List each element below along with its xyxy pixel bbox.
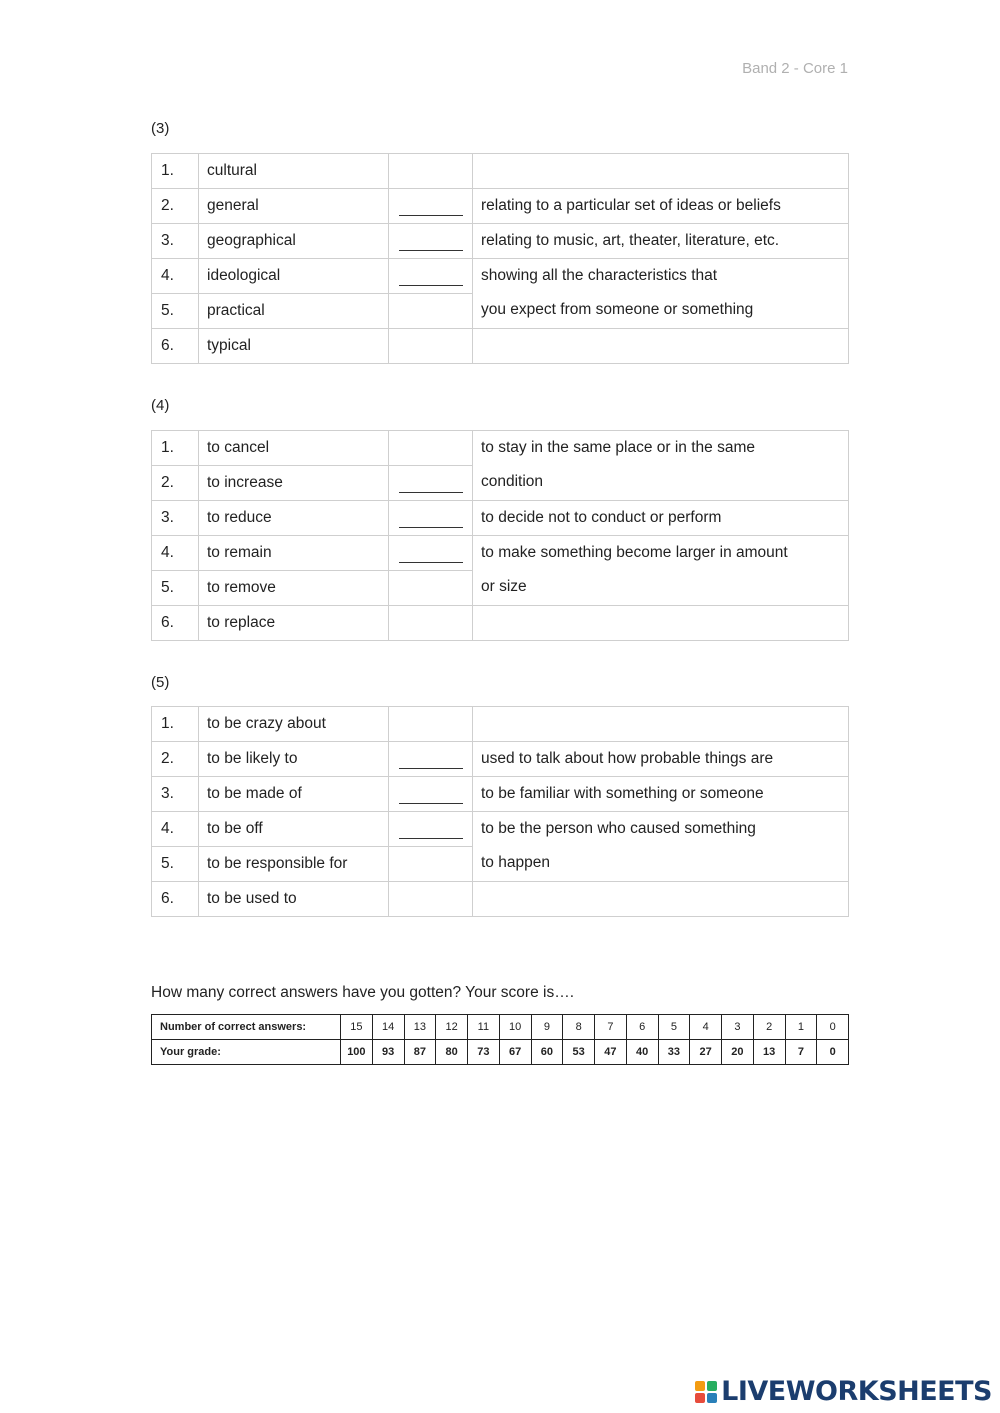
definition-line: showing all the characteristics that — [481, 267, 718, 284]
item-word: to be used to — [199, 882, 389, 917]
table-row — [152, 536, 849, 571]
grade-cell: 100 — [341, 1040, 373, 1065]
item-word: to remain — [199, 536, 389, 571]
item-number: 2. — [152, 466, 199, 501]
table-row — [152, 777, 849, 812]
definition-cell: relating to music, art, theater, literature, etc. — [473, 224, 849, 259]
logo-square — [695, 1381, 705, 1391]
definition-cell — [473, 431, 849, 501]
item-number: 6. — [152, 606, 199, 641]
grade-cell: 67 — [499, 1040, 531, 1065]
item-word: cultural — [199, 154, 389, 189]
definition-cell — [473, 536, 849, 606]
table-row — [152, 224, 849, 259]
item-number: 3. — [152, 777, 199, 812]
item-number: 2. — [152, 742, 199, 777]
answer-cell — [389, 882, 473, 917]
item-word: practical — [199, 294, 389, 329]
item-number: 1. — [152, 154, 199, 189]
item-number: 5. — [152, 571, 199, 606]
item-number: 4. — [152, 536, 199, 571]
grade-cell: 87 — [404, 1040, 436, 1065]
table-row — [152, 259, 849, 294]
grade-cell: 93 — [372, 1040, 404, 1065]
item-word: ideological — [199, 259, 389, 294]
definition-line: to make something become larger in amount — [481, 544, 788, 561]
definition-line: to stay in the same place or in the same — [481, 439, 755, 456]
grade-cell: 47 — [595, 1040, 627, 1065]
grade-cell: 80 — [436, 1040, 468, 1065]
score-cell: 9 — [531, 1015, 563, 1040]
answer-cell — [389, 329, 473, 364]
item-number: 1. — [152, 431, 199, 466]
section-label-5: (5) — [151, 674, 170, 691]
score-cell: 13 — [404, 1015, 436, 1040]
table-row — [152, 431, 849, 466]
score-cell: 7 — [595, 1015, 627, 1040]
item-word: to replace — [199, 606, 389, 641]
logo-square — [695, 1393, 705, 1403]
item-number: 5. — [152, 294, 199, 329]
definition-line: condition — [481, 473, 544, 490]
item-word: to increase — [199, 466, 389, 501]
matching-table-4 — [151, 430, 849, 641]
grade-cell: 7 — [785, 1040, 817, 1065]
item-word: to be made of — [199, 777, 389, 812]
item-number: 6. — [152, 882, 199, 917]
item-number: 3. — [152, 224, 199, 259]
item-word: to be crazy about — [199, 707, 389, 742]
logo-mark-icon — [695, 1381, 717, 1403]
score-cell: 6 — [626, 1015, 658, 1040]
item-word: to be likely to — [199, 742, 389, 777]
item-number: 4. — [152, 259, 199, 294]
definition-cell — [473, 707, 849, 742]
definition-line: to be the person who caused something — [481, 820, 756, 837]
table-row — [152, 189, 849, 224]
item-number: 3. — [152, 501, 199, 536]
answer-cell — [389, 571, 473, 606]
item-word: geographical — [199, 224, 389, 259]
score-cell: 15 — [341, 1015, 373, 1040]
answer-blank[interactable] — [389, 536, 473, 571]
logo-text: LIVEWORKSHEETS — [721, 1376, 992, 1407]
score-cell: 0 — [817, 1015, 849, 1040]
definition-cell — [473, 154, 849, 189]
matching-table-5 — [151, 706, 849, 917]
definition-cell — [473, 882, 849, 917]
answer-blank[interactable] — [389, 501, 473, 536]
item-word: to cancel — [199, 431, 389, 466]
score-cell: 8 — [563, 1015, 595, 1040]
answer-blank[interactable] — [389, 742, 473, 777]
grade-cell: 73 — [468, 1040, 500, 1065]
grade-cell: 40 — [626, 1040, 658, 1065]
table-row — [152, 812, 849, 847]
page-header: Band 2 - Core 1 — [742, 60, 848, 77]
definition-line: you expect from someone or something — [481, 301, 754, 318]
answer-blank[interactable] — [389, 189, 473, 224]
answer-cell — [389, 606, 473, 641]
definition-cell: used to talk about how probable things are — [473, 742, 849, 777]
grade-cell: 53 — [563, 1040, 595, 1065]
grade-cell: 33 — [658, 1040, 690, 1065]
score-cell: 4 — [690, 1015, 722, 1040]
answer-cell — [389, 847, 473, 882]
logo-square — [707, 1393, 717, 1403]
answer-blank[interactable] — [389, 224, 473, 259]
grade-label: Your grade: — [152, 1040, 341, 1065]
score-cell: 14 — [372, 1015, 404, 1040]
definition-cell — [473, 329, 849, 364]
score-cell: 3 — [722, 1015, 754, 1040]
definition-cell: to decide not to conduct or perform — [473, 501, 849, 536]
table-row — [152, 154, 849, 189]
section-label-3: (3) — [151, 120, 170, 137]
table-row — [152, 329, 849, 364]
matching-table-3 — [151, 153, 849, 364]
answer-blank[interactable] — [389, 777, 473, 812]
correct-answers-label: Number of correct answers: — [152, 1015, 341, 1040]
grade-cell: 13 — [753, 1040, 785, 1065]
answer-blank[interactable] — [389, 812, 473, 847]
definition-cell — [473, 259, 849, 329]
item-word: to be responsible for — [199, 847, 389, 882]
answer-blank[interactable] — [389, 259, 473, 294]
definition-line: to happen — [481, 854, 550, 871]
item-number: 1. — [152, 707, 199, 742]
definition-line: or size — [481, 578, 527, 595]
section-label-4: (4) — [151, 397, 170, 414]
correct-answers-row — [152, 1015, 849, 1040]
answer-blank[interactable] — [389, 466, 473, 501]
score-cell: 12 — [436, 1015, 468, 1040]
item-word: to be off — [199, 812, 389, 847]
definition-cell: relating to a particular set of ideas or beliefs — [473, 189, 849, 224]
grade-cell: 0 — [817, 1040, 849, 1065]
definition-cell — [473, 606, 849, 641]
table-row — [152, 742, 849, 777]
score-question: How many correct answers have you gotten? Your score is…. — [151, 984, 575, 1001]
score-table — [151, 1014, 849, 1065]
item-number: 6. — [152, 329, 199, 364]
item-number: 5. — [152, 847, 199, 882]
score-cell: 1 — [785, 1015, 817, 1040]
grade-row — [152, 1040, 849, 1065]
table-row — [152, 882, 849, 917]
score-cell: 5 — [658, 1015, 690, 1040]
item-number: 2. — [152, 189, 199, 224]
score-cell: 11 — [468, 1015, 500, 1040]
answer-cell — [389, 294, 473, 329]
grade-cell: 60 — [531, 1040, 563, 1065]
liveworksheets-logo — [695, 1376, 992, 1407]
item-word: typical — [199, 329, 389, 364]
score-cell: 2 — [753, 1015, 785, 1040]
grade-cell: 20 — [722, 1040, 754, 1065]
table-row — [152, 501, 849, 536]
item-word: to reduce — [199, 501, 389, 536]
definition-cell — [473, 812, 849, 882]
answer-cell — [389, 154, 473, 189]
answer-cell — [389, 431, 473, 466]
table-row — [152, 707, 849, 742]
item-word: general — [199, 189, 389, 224]
table-row — [152, 606, 849, 641]
logo-square — [707, 1381, 717, 1391]
answer-cell — [389, 707, 473, 742]
grade-cell: 27 — [690, 1040, 722, 1065]
definition-cell: to be familiar with something or someone — [473, 777, 849, 812]
score-cell: 10 — [499, 1015, 531, 1040]
item-word: to remove — [199, 571, 389, 606]
item-number: 4. — [152, 812, 199, 847]
